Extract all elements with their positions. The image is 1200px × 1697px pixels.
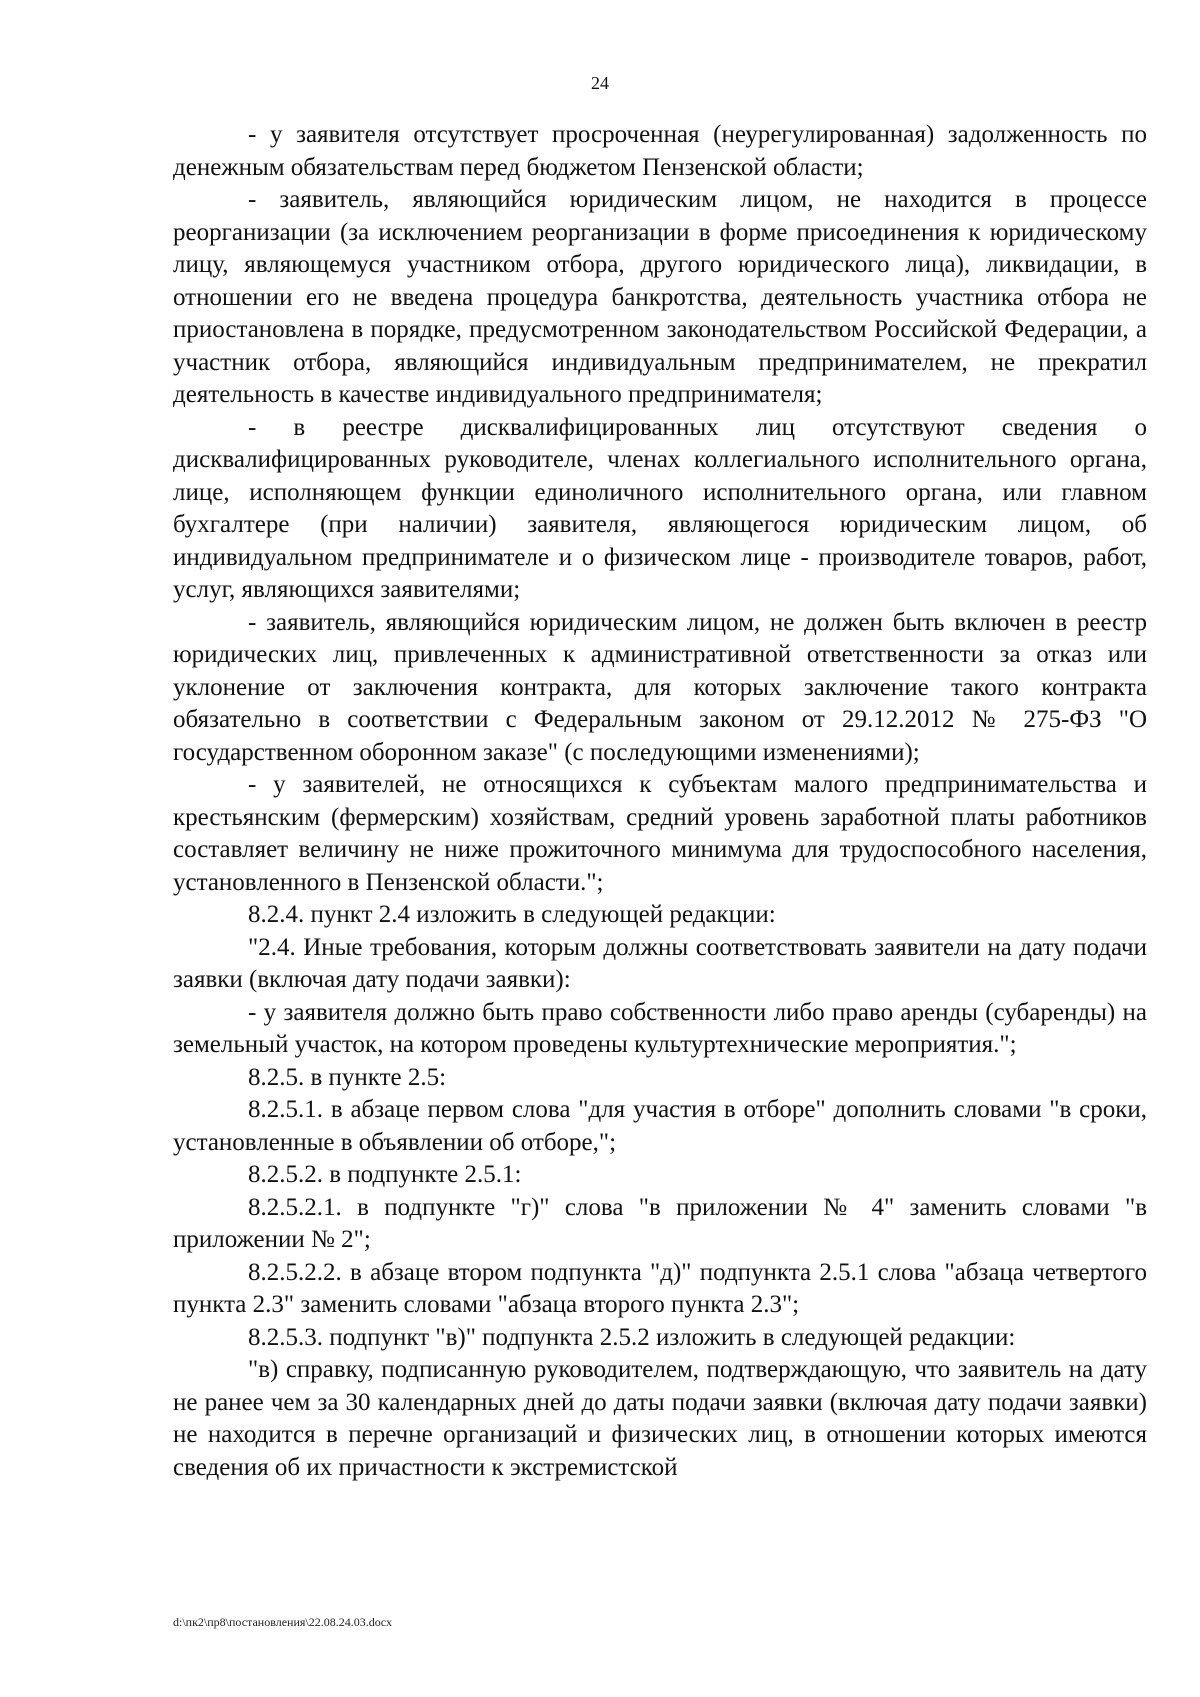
paragraph: 8.2.5.3. подпункт "в)" подпункта 2.5.2 изложить в следующей редакции: — [248, 1323, 1016, 1351]
paragraph: 8.2.5.2. в подпункте 2.5.1: — [248, 1161, 522, 1188]
paragraph: 8.2.5.2.2. в абзаце втором подпункта "д)" подпункта 2.5.1 слова "абзаца четвертого пункта 2.3" заменить словами "абзаца второго пункта 2.3"; — [173, 1258, 1147, 1318]
paragraph: - у заявителей, не относящихся к субъектам малого предпринимательства и крестьянским (фермерским) хозяйствам, средний уровень заработной платы работников составляет величину не ниже прожиточного минимума для трудоспособного населения, установленного в Пензенской области."; — [173, 771, 1147, 896]
paragraph: - у заявителя должно быть право собственности либо право аренды (субаренды) на земельный участок, на котором проведены культуртехнические мероприятия."; — [173, 998, 1147, 1058]
paragraph: "в) справку, подписанную руководителем, подтверждающую, что заявитель на дату не ранее чем за 30 календарных дней до даты подачи заявки (включая дату подачи заявки) не находится в перечне организаций и физических лиц, в отношении которых имеются сведения об их причастности к экстремистской — [173, 1356, 1147, 1481]
paragraph: 8.2.5. в пункте 2.5: — [248, 1063, 447, 1091]
paragraph: 8.2.5.2.1. в подпункте "г)" слова "в приложении № 4" заменить словами "в приложении № 2"; — [173, 1193, 1147, 1253]
paragraph: - заявитель, являющийся юридическим лицом, не должен быть включен в реестр юридических лиц, привлеченных к административной ответственности за отказ или уклонение от заключения контракта, для которых заключение такого контракта обязательно в соответствии с Федеральным законом от 29.12.2012 № 275-ФЗ "О государственном оборонном заказе" (с последующими изменениями); — [173, 608, 1147, 766]
document-body — [173, 119, 1147, 1484]
footer-file-path: d:\пк2\пр8\постановления\22.08.24.03.docx — [173, 1615, 393, 1629]
page-number: 24 — [591, 73, 609, 93]
paragraph: - у заявителя отсутствует просроченная (неурегулированная) задолженность по денежным обязательствам перед бюджетом Пензенской области; — [173, 121, 1147, 181]
paragraph: 8.2.5.1. в абзаце первом слова "для участия в отборе" дополнить словами "в сроки, установленные в объявлении об отборе,"; — [173, 1096, 1147, 1156]
paragraph: - заявитель, являющийся юридическим лицом, не находится в процессе реорганизации (за исключением реорганизации в форме присоединения к юридическому лицу, являющемуся участником отбора, другого юридического лица), ликвидации, в отношении его не введена процедура банкротства, деятельность участника отбора не приостановлена в порядке, предусмотренном законодательством Российской Федерации, а участник отбора, являющийся индивидуальным предпринимателем, не прекратил деятельность в качестве индивидуального предпринимателя; — [173, 186, 1147, 408]
paragraph: "2.4. Иные требования, которым должны соответствовать заявители на дату подачи заявки (включая дату подачи заявки): — [173, 933, 1147, 993]
paragraph: 8.2.4. пункт 2.4 изложить в следующей редакции: — [248, 901, 776, 928]
paragraph: - в реестре дисквалифицированных лиц отсутствуют сведения о дисквалифицированных руководителе, членах коллегиального исполнительного органа, лице, исполняющем функции единоличного исполнительного органа, или главном бухгалтере (при наличии) заявителя, являющегося юридическим лицом, об индивидуальном предпринимателе и о физическом лице - производителе товаров, работ, услуг, являющихся заявителями; — [173, 413, 1147, 603]
